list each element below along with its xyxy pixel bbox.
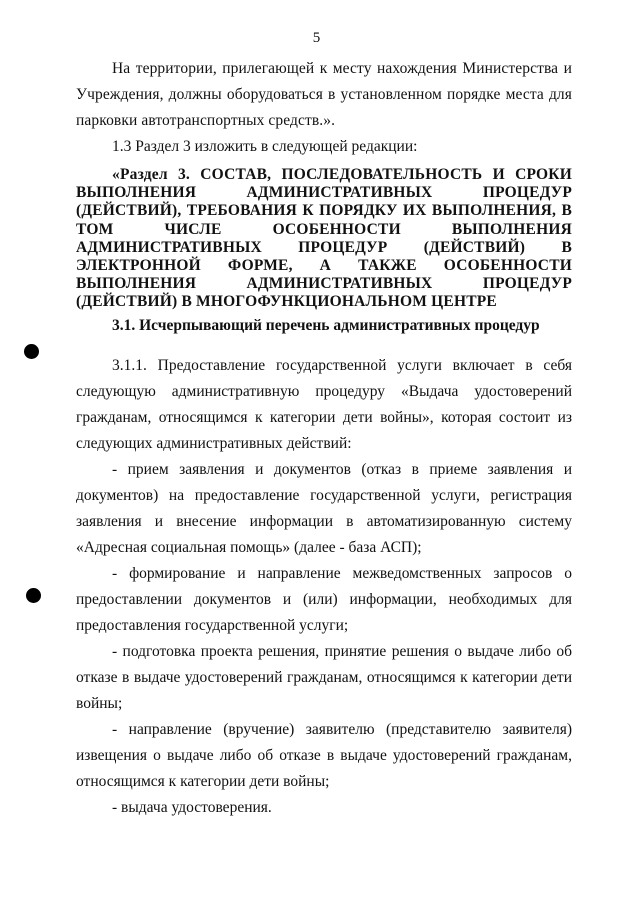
section-heading: «Раздел 3. СОСТАВ, ПОСЛЕДОВАТЕЛЬНОСТЬ И СРОКИ ВЫПОЛНЕНИЯ АДМИНИСТРАТИВНЫХ ПРОЦЕДУР (ДЕЙСТВИЙ), ТРЕБОВАНИЯ К ПОРЯДКУ ИХ ВЫПОЛНЕНИЯ, В ТОМ ЧИСЛЕ ОСОБЕННОСТИ ВЫПОЛНЕНИЯ АДМИНИСТРАТИВНЫХ ПРОЦЕДУР (ДЕЙСТВИЙ) В ЭЛЕКТРОННОЙ ФОРМЕ, А ТАКЖЕ ОСОБЕННОСТИ ВЫПОЛНЕНИЯ АДМИНИСТРАТИВНЫХ ПРОЦЕДУР (ДЕЙСТВИЙ) В МНОГОФУНКЦИОНАЛЬНОМ ЦЕНТРЕ — [76, 166, 572, 311]
paragraph-section-change: 1.3 Раздел 3 изложить в следующей редакции: — [112, 138, 418, 155]
intro-text-block — [76, 56, 572, 160]
list-item-interagency-requests: - формирование и направление межведомственных запросов о предоставлении документов и (или) информации, необходимых для предоставления государственной услуги; — [76, 565, 572, 634]
procedures-text-block — [76, 353, 572, 821]
list-item-notification: - направление (вручение) заявителю (представителю заявителя) извещения о выдаче либо об отказе в выдаче удостоверений гражданам, относящимся к категории дети войны; — [76, 721, 572, 790]
binder-hole-mark — [24, 344, 39, 359]
binder-hole-mark — [26, 588, 41, 603]
list-item-issuance: - выдача удостоверения. — [112, 799, 272, 816]
list-item-decision: - подготовка проекта решения, принятие решения о выдаче либо об отказе в выдаче удостоверений гражданам, относящимся к категории дети войны; — [76, 643, 572, 712]
page-number: 5 — [312, 30, 321, 46]
subsection-heading: 3.1. Исчерпывающий перечень административных процедур — [112, 317, 540, 334]
paragraph-procedure-intro: 3.1.1. Предоставление государственной услуги включает в себя следующую административную процедуру «Выдача удостоверений гражданам, относящимся к категории дети войны», которая состоит из следующих административных действий: — [76, 357, 572, 452]
paragraph-parking: На территории, прилегающей к месту нахождения Министерства и Учреждения, должны оборудоваться в установленном порядке места для парковки автотранспортных средств.». — [76, 60, 572, 129]
list-item-application-intake: - прием заявления и документов (отказ в приеме заявления и документов) на предоставление государственной услуги, регистрация заявления и внесение информации в автоматизированную систему «Адресная социальная помощь» (далее - база АСП); — [76, 461, 572, 556]
